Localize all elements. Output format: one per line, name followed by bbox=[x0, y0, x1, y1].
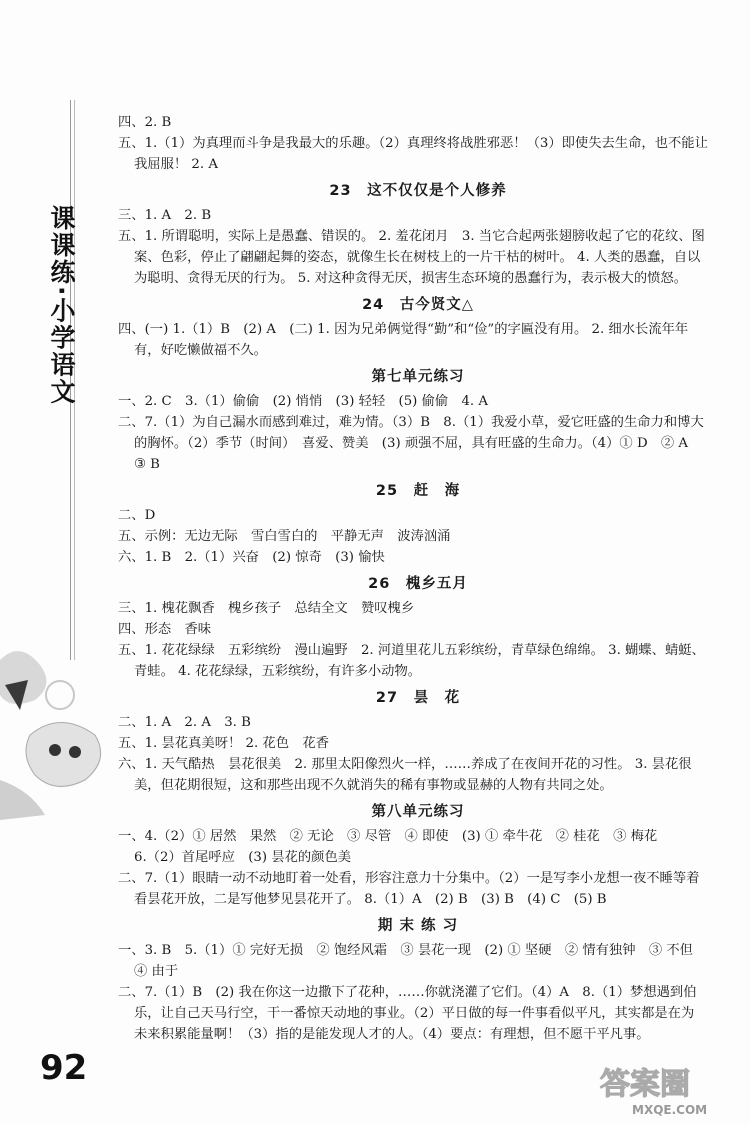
side-title: 课课练·小学语文 bbox=[47, 205, 76, 406]
answer-line: 四、(一) 1.（1）B (2) A (二) 1. 因为兄弟俩觉得“勤”和“俭”的字匾没有用。 2. 细水长流年年 bbox=[118, 322, 689, 337]
answer-line: 五、1. 所谓聪明，实际上是愚蠢、错误的。 2. 羞花闭月 3. 当它合起两张翅膀收起了它的花纹、图 bbox=[118, 229, 705, 244]
answer-line: 六、1. B 2.（1）兴奋 (2) 惊奇 (3) 愉快 bbox=[118, 550, 385, 565]
watermark-logo bbox=[596, 1062, 746, 1120]
section-title: 27 昙 花 bbox=[375, 690, 461, 706]
answer-line: 一、2. C 3.（1）偷偷 (2) 悄悄 (3) 轻轻 (5) 偷偷 4. A bbox=[118, 394, 488, 409]
answer-line: 五、示例：无边无际 雪白雪白的 平静无声 波涛汹涌 bbox=[118, 529, 451, 544]
watermark-big-text: 答案圈 bbox=[600, 1067, 690, 1102]
answer-line: 二、D bbox=[118, 508, 156, 523]
answer-line: 五、1. 花花绿绿 五彩缤纷 漫山遍野 2. 河道里花儿五彩缤纷，青草绿色绵绵。 3. 蝴蝶、蜻蜓、 bbox=[118, 643, 705, 658]
answer-line: 青蛙。 4. 花花绿绿，五彩缤纷，有许多小动物。 bbox=[134, 664, 422, 679]
answer-content bbox=[118, 112, 718, 1045]
section-title: 第八单元练习 bbox=[371, 804, 465, 820]
section-title: 23 这不仅仅是个人修养 bbox=[329, 183, 507, 199]
answer-line: 四、2. B bbox=[118, 115, 172, 130]
answer-line: 五、1. 昙花真美呀！ 2. 花色 花香 bbox=[118, 736, 329, 751]
answer-line: 我屈服！ 2. A bbox=[134, 157, 218, 172]
answer-line: 美，但花期很短，这和那些出现不久就消失的稀有事物或显赫的人物有共同之处。 bbox=[134, 778, 613, 793]
section-title: 期 末 练 习 bbox=[377, 918, 459, 934]
section-title: 26 槐乡五月 bbox=[368, 576, 468, 592]
section-title: 第七单元练习 bbox=[371, 369, 465, 385]
answer-line: 为聪明、贪得无厌的行为。 5. 对这种贪得无厌，损害生态环境的愚蠢行为，表示极大的愤怒。 bbox=[134, 271, 688, 286]
watermark-url: MXQE.COM bbox=[632, 1103, 708, 1117]
answer-line: ③ B bbox=[134, 457, 160, 472]
answer-line: 三、1. A 2. B bbox=[118, 208, 212, 223]
answer-line: 一、4.（2）① 居然 果然 ② 无论 ③ 尽管 ④ 即使 (3) ① 牵牛花 ② 桂花 ③ 梅花 bbox=[118, 829, 658, 844]
answer-line: 有，好吃懒做福不久。 bbox=[134, 343, 267, 358]
answer-line: 一、3. B 5.（1）① 完好无损 ② 饱经风霜 ③ 昙花一现 (2) ① 坚硬 ② 情有独钟 ③ 不但 bbox=[118, 943, 693, 958]
section-title: 24 古今贤文△ bbox=[362, 297, 474, 313]
answer-line: 二、7.（1）B (2) 我在你这一边撒下了花种，……你就浇灌了它们。（4）A 8.（1）梦想遇到伯 bbox=[118, 985, 697, 1000]
answer-line: 乐，让自己天马行空，干一番惊天动地的事业。（2）平日做的每一件事看似平凡，其实都是在为 bbox=[134, 1006, 695, 1021]
page-number: 92 bbox=[40, 1048, 88, 1088]
answer-line: 未来积累能量啊！（3）指的是能发现人才的人。（4）要点：有理想，但不愿干平凡事。 bbox=[134, 1027, 650, 1042]
answer-line: 六、1. 天气酷热 昙花很美 2. 那里太阳像烈火一样，……养成了在夜间开花的习性。 3. 昙花很 bbox=[118, 757, 692, 772]
answer-line: 6.（2）首尾呼应 (3) 昙花的颜色美 bbox=[134, 850, 352, 865]
answer-line: 四、形态 香味 bbox=[118, 622, 212, 637]
answer-line: 二、7.（1）眼睛一动不动地盯着一处看，形容注意力十分集中。（2）一是写李小龙想一夜不睡等着 bbox=[118, 871, 700, 886]
decorative-illustration bbox=[0, 640, 120, 820]
section-title: 25 赶 海 bbox=[375, 483, 461, 499]
answer-line: 五、1.（1）为真理而斗争是我最大的乐趣。（2）真理终将战胜邪恶！（3）即使失去生命，也不能让 bbox=[118, 136, 708, 151]
answer-line: 三、1. 槐花飘香 槐乡孩子 总结全文 赞叹槐乡 bbox=[118, 601, 415, 616]
answer-line: 二、1. A 2. A 3. B bbox=[118, 715, 251, 730]
answer-line: 的胸怀。（2）季节（时间） 喜爱、赞美 (3) 顽强不屈，具有旺盛的生命力。（4）① D ② A bbox=[134, 436, 689, 451]
answer-line: 案、色彩，停止了翩翩起舞的姿态，就像生长在树枝上的一片干枯的树叶。 4. 人类的愚蠢，自以 bbox=[134, 250, 701, 265]
answer-line: ④ 由于 bbox=[134, 964, 179, 979]
answer-line: 二、7.（1）为自己漏水而感到难过，难为情。（3）B 8.（1）我爱小草，爱它旺盛的生命力和博大 bbox=[118, 415, 704, 430]
answer-line: 看昙花开放，二是写他梦见昙花开了。 8.（1）A (2) B (3) B (4) C (5) B bbox=[134, 892, 607, 907]
